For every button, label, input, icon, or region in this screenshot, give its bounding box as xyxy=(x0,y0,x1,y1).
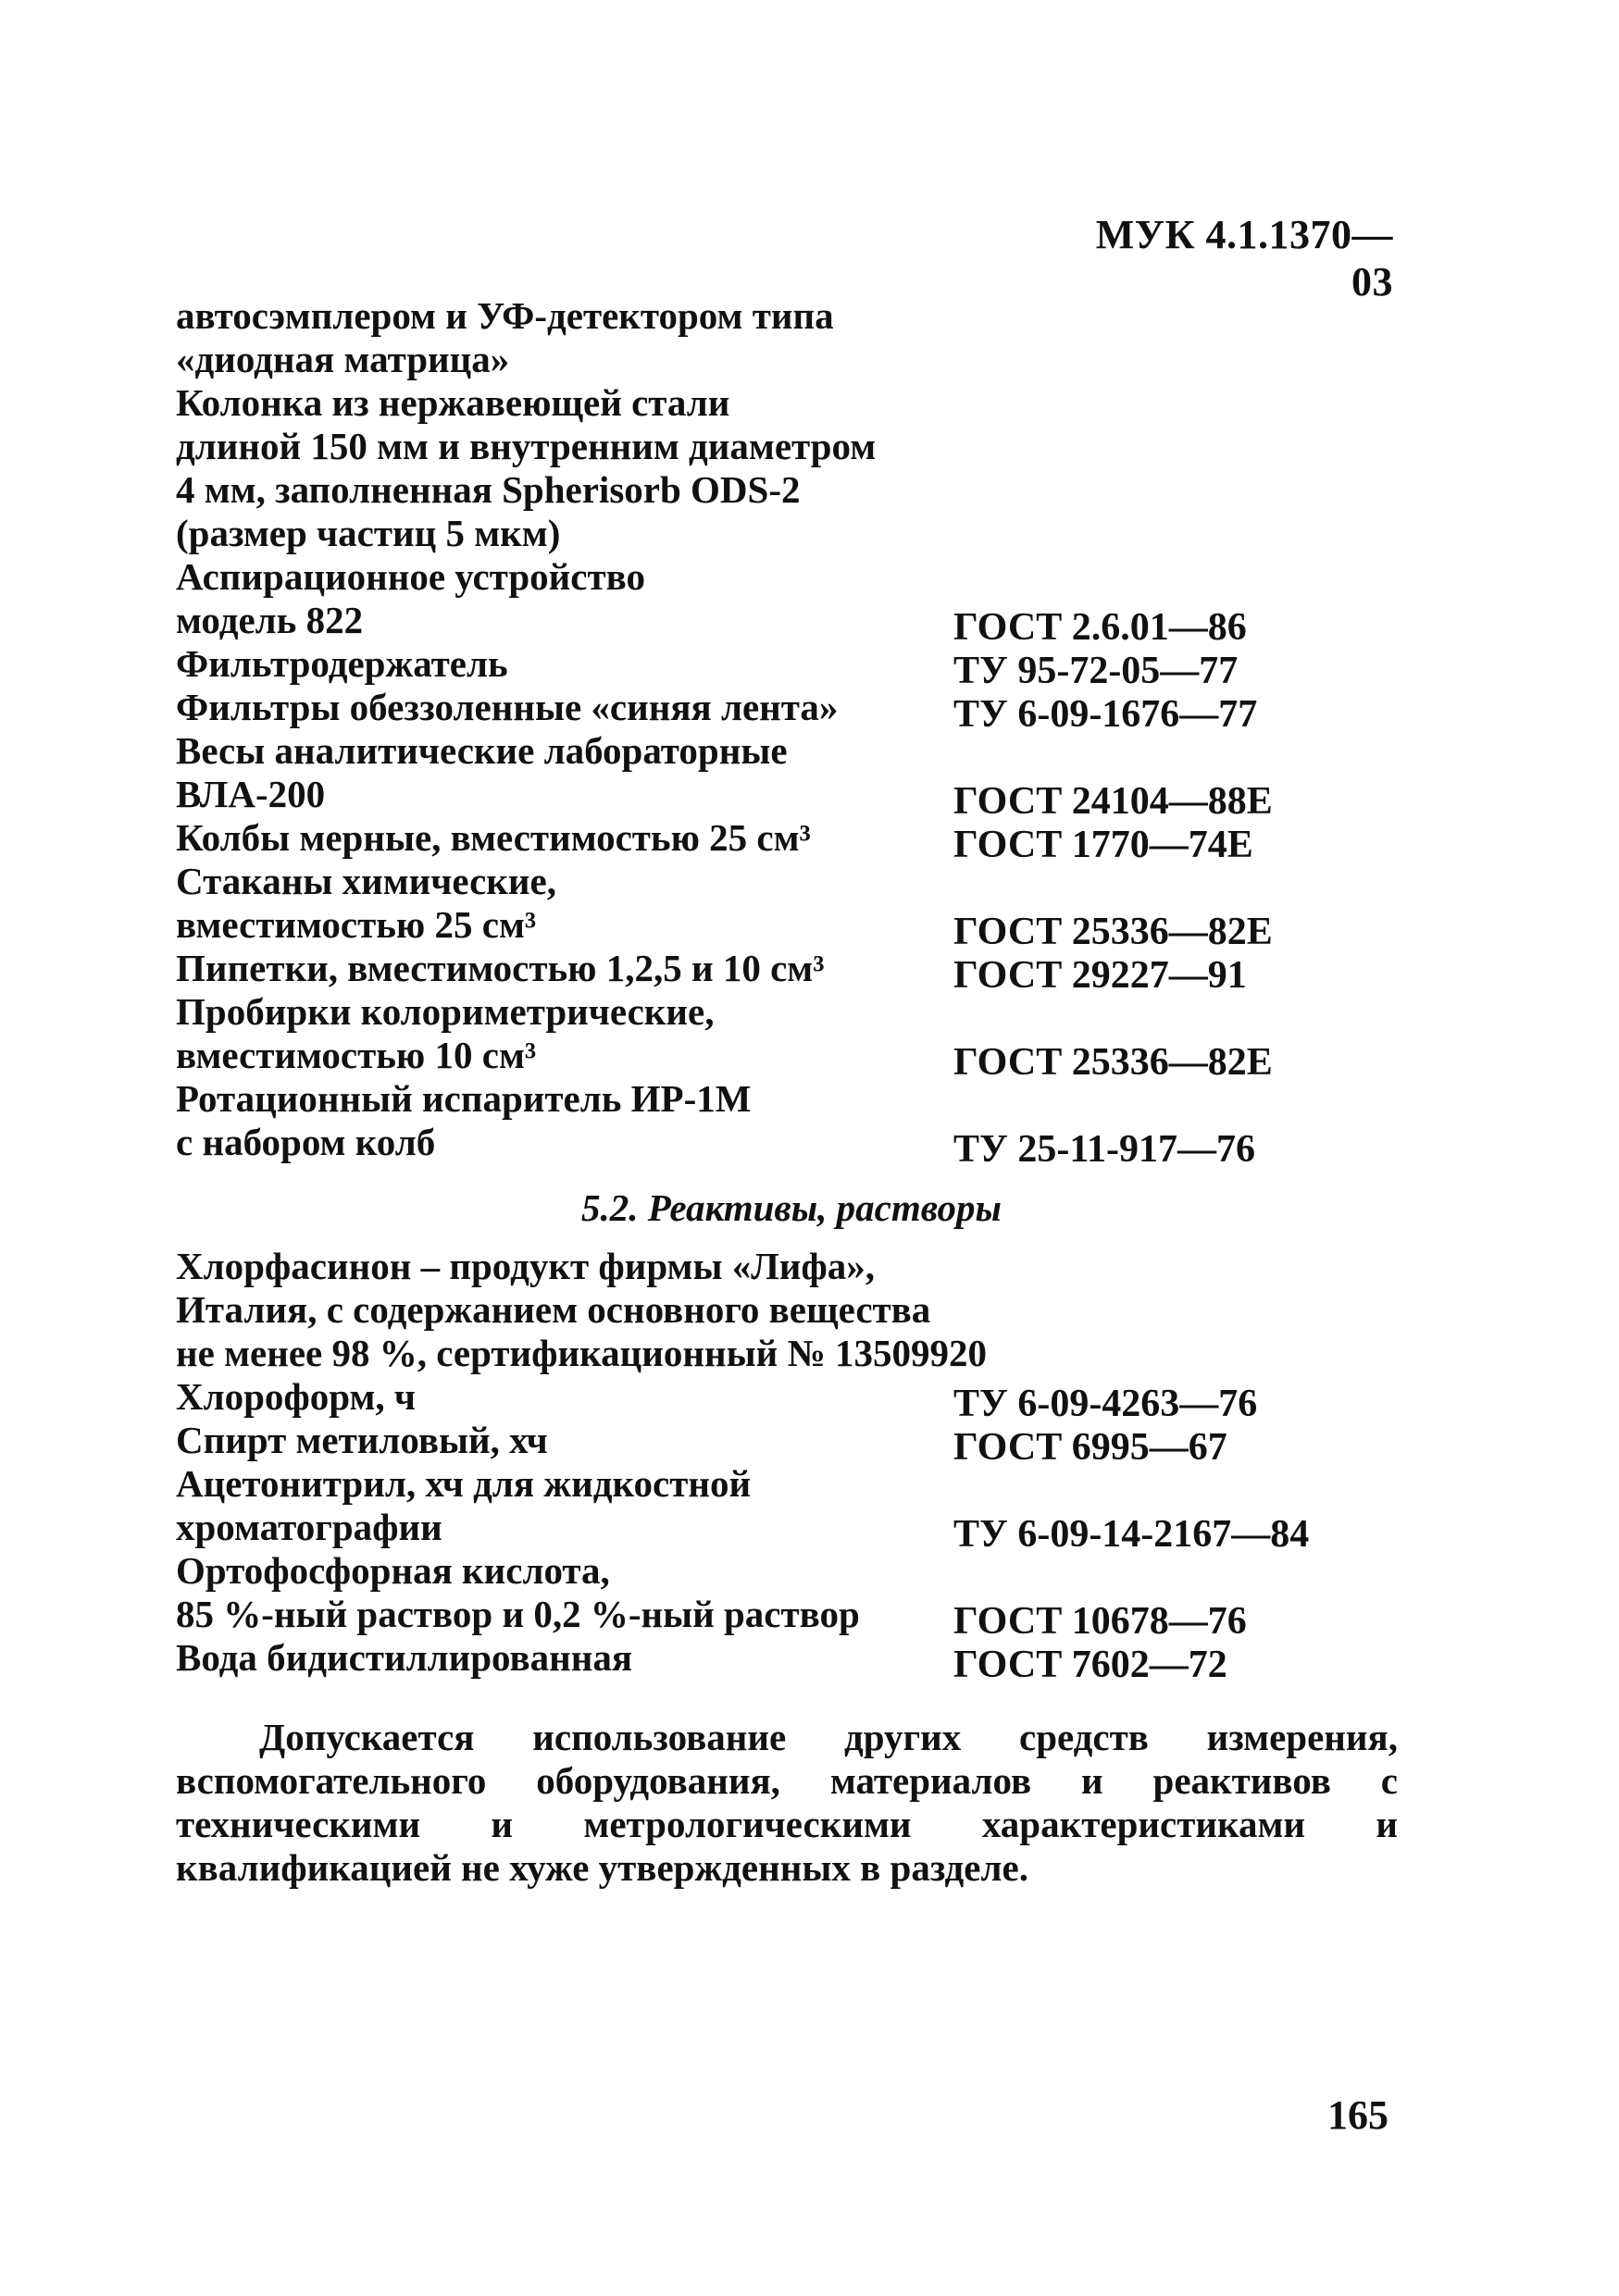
reagent-item xyxy=(176,1593,1407,1643)
reagent-item-text: 85 %-ный раствор и 0,2 %-ный раствор xyxy=(176,1593,860,1635)
equipment-item xyxy=(176,990,1407,1034)
equipment-item-standard-ref: ТУ 25-11-917—76 xyxy=(953,1128,1255,1171)
equipment-item-text: Фильтры обеззоленные «синяя лента» xyxy=(176,686,839,728)
equipment-item-standard-ref: ТУ 95-72-05—77 xyxy=(953,650,1239,692)
equipment-item xyxy=(176,1034,1407,1084)
equipment-item xyxy=(176,773,1407,823)
reagent-list xyxy=(176,1245,1407,1686)
equipment-item-text: ВЛА-200 xyxy=(176,773,326,815)
equipment-list xyxy=(176,294,1407,1171)
reagent-item xyxy=(176,1462,1407,1506)
equipment-item xyxy=(176,512,1407,555)
equipment-item xyxy=(176,468,1407,512)
equipment-item-text: Пипетки, вместимостью 1,2,5 и 10 см³ xyxy=(176,947,825,989)
equipment-item xyxy=(176,338,1407,381)
equipment-item xyxy=(176,729,1407,773)
reagent-item xyxy=(176,1506,1407,1556)
equipment-item xyxy=(176,947,1407,997)
equipment-item xyxy=(176,642,1407,692)
equipment-item-text: Аспирационное устройство xyxy=(176,555,645,598)
equipment-item-standard-ref: ГОСТ 29227—91 xyxy=(953,954,1247,997)
reagent-item xyxy=(176,1245,1407,1288)
equipment-item xyxy=(176,903,1407,953)
equipment-item xyxy=(176,425,1407,468)
reagent-item-text: не менее 98 %, сертификационный № 13509920 xyxy=(176,1332,987,1374)
reagent-item-text: Италия, с содержанием основного вещества xyxy=(176,1288,931,1331)
equipment-item xyxy=(176,1077,1407,1121)
equipment-item-standard-ref: ГОСТ 24104—88Е xyxy=(953,780,1273,823)
equipment-item-text: Ротационный испаритель ИР-1М xyxy=(176,1077,752,1120)
equipment-item xyxy=(176,816,1407,866)
reagent-item-standard-ref: ГОСТ 10678—76 xyxy=(953,1600,1247,1643)
reagent-item-text: Ацетонитрил, хч для жидкостной xyxy=(176,1462,752,1505)
reagent-item xyxy=(176,1332,1407,1375)
equipment-item-text: Стаканы химические, xyxy=(176,860,556,902)
equipment-item-text: длиной 150 мм и внутренним диаметром xyxy=(176,425,877,467)
equipment-item-text: Весы аналитические лабораторные xyxy=(176,729,788,772)
reagent-item-standard-ref: ТУ 6-09-4263—76 xyxy=(953,1383,1258,1425)
equipment-item-text: с набором колб xyxy=(176,1121,436,1163)
page-number: 165 xyxy=(1327,2092,1389,2138)
equipment-item xyxy=(176,860,1407,903)
equipment-item xyxy=(176,1121,1407,1171)
reagent-item-standard-ref: ГОСТ 7602—72 xyxy=(953,1644,1227,1686)
reagent-item xyxy=(176,1549,1407,1593)
document-code: МУК 4.1.1370—03 xyxy=(1095,212,1393,304)
equipment-item-text: 4 мм, заполненная Spherisorb ODS-2 xyxy=(176,468,801,511)
equipment-item-text: вместимостью 25 см³ xyxy=(176,903,537,946)
equipment-item-standard-ref: ГОСТ 1770—74Е xyxy=(953,824,1253,866)
reagent-item xyxy=(176,1288,1407,1332)
equipment-item xyxy=(176,294,1407,338)
reagent-item xyxy=(176,1636,1407,1686)
reagent-item-text: Спирт метиловый, хч xyxy=(176,1419,548,1461)
equipment-item xyxy=(176,599,1407,649)
reagent-item-text: Хлороформ, ч xyxy=(176,1375,417,1418)
equipment-item xyxy=(176,686,1407,736)
equipment-item-text: Колбы мерные, вместимостью 25 см³ xyxy=(176,816,811,859)
reagent-item-standard-ref: ГОСТ 6995—67 xyxy=(953,1426,1227,1469)
equipment-item-text: модель 822 xyxy=(176,599,364,641)
equipment-item-standard-ref: ГОСТ 2.6.01—86 xyxy=(953,606,1247,649)
reagent-item-standard-ref: ТУ 6-09-14-2167—84 xyxy=(953,1513,1310,1556)
equipment-item-text: автосэмплером и УФ-детектором типа xyxy=(176,294,834,337)
equipment-item-standard-ref: ТУ 6-09-1676—77 xyxy=(953,693,1258,736)
reagent-item-text: Вода бидистиллированная xyxy=(176,1636,633,1679)
equipment-item-text: Пробирки колориметрические, xyxy=(176,990,715,1033)
equipment-item xyxy=(176,381,1407,425)
reagent-item-text: хроматографии xyxy=(176,1506,442,1548)
note-paragraph: Допускается использование других средств измерения, вспомогательного оборудования, материалов и реактивов с техническими и метрологическими характеристиками и квалификацией не хуже утвержденных в разделе. xyxy=(176,1716,1398,1889)
equipment-item-text: (размер частиц 5 мкм) xyxy=(176,512,561,554)
equipment-item-standard-ref: ГОСТ 25336—82Е xyxy=(953,911,1273,953)
equipment-item-text: «диодная матрица» xyxy=(176,338,510,380)
equipment-item-text: вместимостью 10 см³ xyxy=(176,1034,537,1076)
equipment-item-text: Фильтродержатель xyxy=(176,642,508,685)
equipment-item xyxy=(176,555,1407,599)
reagent-item-text: Ортофосфорная кислота, xyxy=(176,1549,610,1592)
reagent-item xyxy=(176,1375,1407,1425)
equipment-item-text: Колонка из нержавеющей стали xyxy=(176,381,730,424)
equipment-item-standard-ref: ГОСТ 25336—82Е xyxy=(953,1041,1273,1084)
reagent-item-text: Хлорфасинон – продукт фирмы «Лифа», xyxy=(176,1245,875,1287)
reagent-item xyxy=(176,1419,1407,1469)
section-heading: 5.2. Реактивы, растворы xyxy=(581,1186,1002,1229)
